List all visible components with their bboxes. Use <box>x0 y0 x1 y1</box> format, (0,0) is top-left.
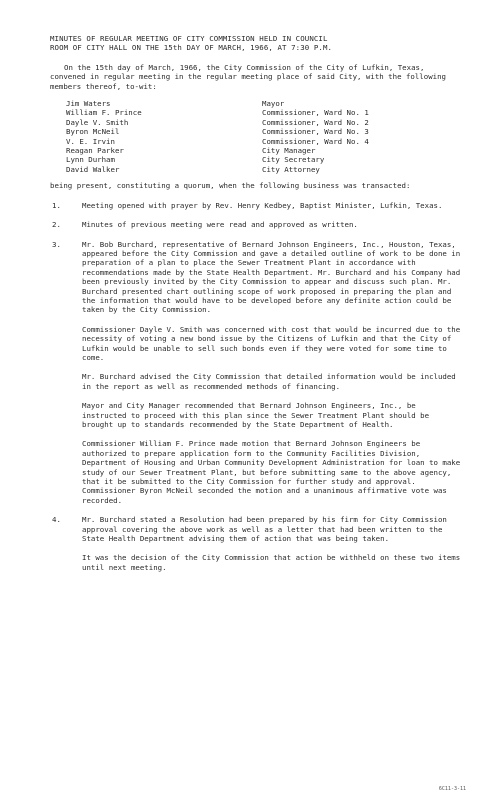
item-number: 3. <box>52 239 61 249</box>
item-text: Minutes of previous meeting were read and approved as written. <box>82 220 358 230</box>
item-text: Meeting opened with prayer by Rev. Henry Kedbey, Baptist Minister, Lufkin, Texas. <box>82 200 443 210</box>
title-line-1: MINUTES OF REGULAR MEETING OF CITY COMMISSION HELD IN COUNCIL <box>50 34 328 43</box>
page-footer-mark: 6C11-3-11 <box>438 785 466 792</box>
agenda-item-1 <box>50 201 464 210</box>
member-name: David Walker <box>66 164 120 174</box>
item-3-paragraph-5: Commissioner William F. Prince made motion that Bernard Johnson Engineers be authorized to prepare application form to the Community Facilities Division, Department of Housing and Urban Community Development Administration for loan to make study of our Sewer Treatment Plant, but before submitting same to the above agency, that it be submitted to the City Commission for further study and approval. Commissioner Byron McNeil seconded the motion and a unanimous affirmative vote was recorded. <box>82 439 461 505</box>
member-title: Commissioner, Ward No. 1 <box>262 108 369 118</box>
document-title <box>50 34 464 53</box>
title-line-2: ROOM OF CITY HALL ON THE 15th DAY OF MARCH, 1966, AT 7:30 P.M. <box>50 43 333 53</box>
quorum-statement: being present, constituting a quorum, when the following business was transacted: <box>50 181 411 191</box>
intro-paragraph: On the 15th day of March, 1966, the City Commission of the City of Lufkin, Texas, convened in regular meeting in the regular meeting place of said City, with the following members thereof, to-wit: <box>50 62 447 91</box>
item-3-paragraph-4: Mayor and City Manager recommended that Bernard Johnson Engineers, Inc., be instructed to proceed with this plan since the Sewer Treatment Plant should be brought up to standards recommended by the State Department of Health. <box>82 401 430 429</box>
agenda-item-3 <box>50 240 464 315</box>
member-name: Reagan Parker <box>66 146 124 156</box>
agenda-item-4 <box>50 515 464 543</box>
member-title: City Secretary <box>262 155 325 165</box>
item-text: Mr. Bob Burchard, representative of Bernard Johnson Engineers, Inc., Houston, Texas, appeared before the City Commission and gave a detailed outline of work to be done in preparation of a plan to place the Sewer Treatment Plant in accordance with recommendations made by the State Health Department. Mr. Burchard and his Company had been previously invited by the City Commission to appear and discuss such plan. Mr. Burchard presented chart outlining scope of work proposed in preparing the plan and the information that would have to be developed before any definite action could be taken by the City Commission. <box>82 239 461 315</box>
item-text: Mr. Burchard stated a Resolution had been prepared by his firm for City Commission approval covering the above work as well as a letter that had been written to the State Health Department advising them of action that was being taken. <box>82 515 447 544</box>
member-name: William F. Prince <box>66 108 142 118</box>
item-4-paragraph-2: It was the decision of the City Commission that action be withheld on these two items until next meeting. <box>82 553 461 572</box>
attendance-roster <box>66 99 464 174</box>
member-name: Dayle V. Smith <box>66 117 129 127</box>
item-number: 4. <box>52 515 61 525</box>
member-name: Lynn Durham <box>66 155 115 165</box>
member-title: Commissioner, Ward No. 3 <box>262 127 369 137</box>
member-title: City Manager <box>262 146 316 156</box>
member-name: V. E. Irvin <box>66 136 115 146</box>
member-title: Mayor <box>262 99 285 109</box>
agenda-item-2 <box>50 220 464 229</box>
item-number: 2. <box>52 220 61 230</box>
member-name: Byron McNeil <box>66 127 120 137</box>
member-title: Commissioner, Ward No. 2 <box>262 117 369 127</box>
item-number: 1. <box>52 200 61 210</box>
member-title: Commissioner, Ward No. 4 <box>262 136 369 146</box>
member-name: Jim Waters <box>66 99 111 109</box>
item-3-paragraph-3: Mr. Burchard advised the City Commission that detailed information would be included in the report as well as recommended methods of financing. <box>82 372 456 391</box>
item-3-paragraph-2: Commissioner Dayle V. Smith was concerned with cost that would be incurred due to the necessity of voting a new bond issue by the Citizens of Lufkin and that the City of Lufkin would be unable to sell such bonds even if they were voted for some time to come. <box>82 324 461 362</box>
member-title: City Attorney <box>262 164 320 174</box>
